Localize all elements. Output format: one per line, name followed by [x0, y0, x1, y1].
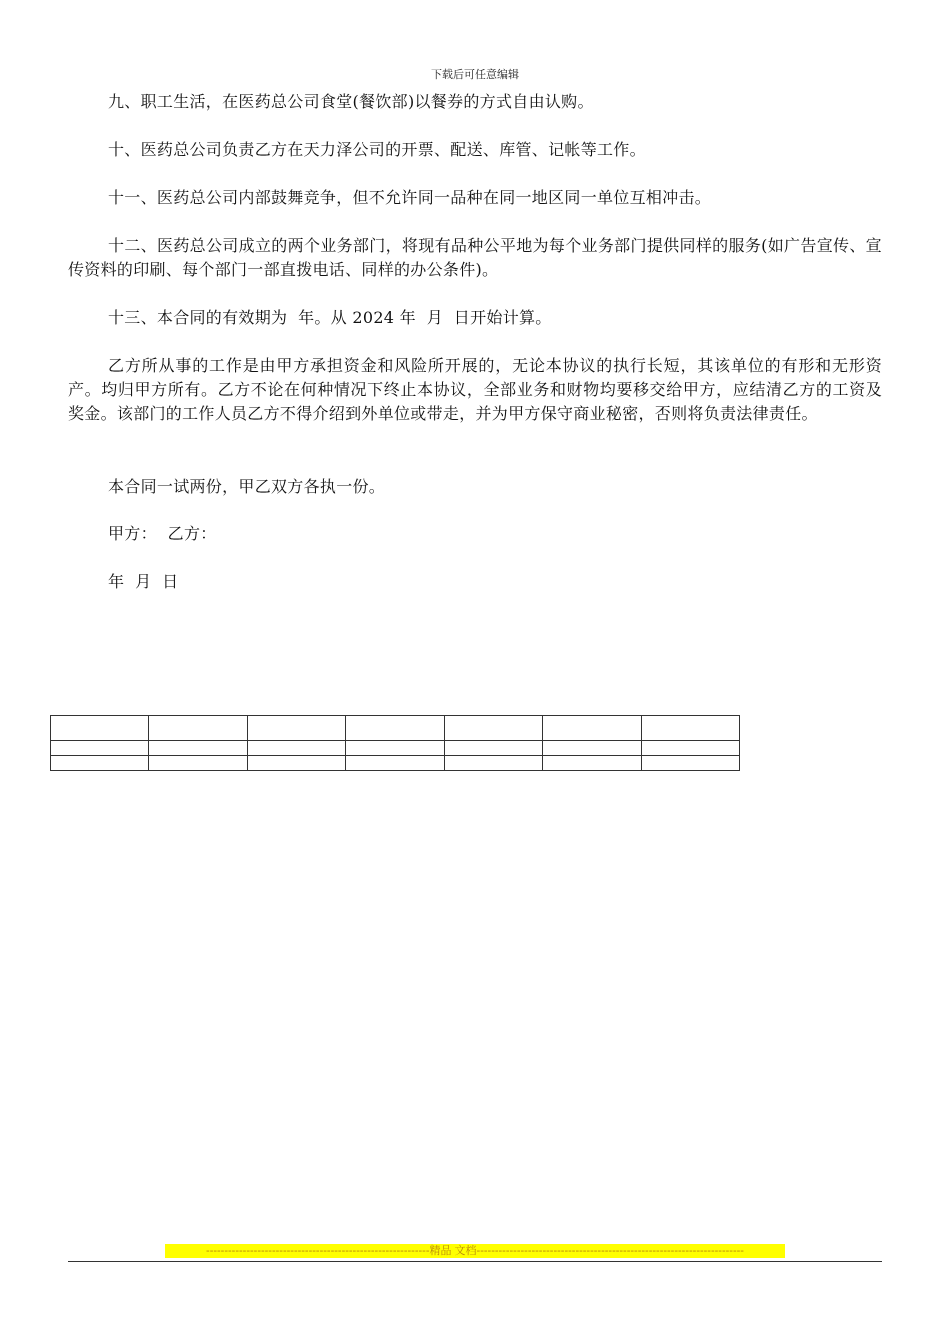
- table-cell: [641, 716, 739, 741]
- table-cell: [346, 756, 444, 771]
- assets-clause: 乙方所从事的工作是由甲方承担资金和风险所开展的，无论本协议的执行长短，其该单位的有形和无形资产。均归甲方所有。乙方不论在何种情况下终止本协议，全部业务和财物均要移交给甲方，应结清乙方的工资及奖金。该部门的工作人员乙方不得介绍到外单位或带走，并为甲方保守商业秘密，否则将负责法律责任。: [68, 356, 882, 423]
- table-cell: [51, 741, 149, 756]
- clause-11: 十一、医药总公司内部鼓舞竞争，但不允许同一品种在同一地区同一单位互相冲击。: [108, 188, 712, 207]
- table-cell: [51, 756, 149, 771]
- clause-10: 十、医药总公司负责乙方在天力泽公司的开票、配送、库管、记帐等工作。: [108, 140, 646, 159]
- table-cell: [444, 716, 542, 741]
- signature-date: 年 月 日: [108, 572, 179, 591]
- table-cell: [543, 756, 641, 771]
- table-cell: [641, 756, 739, 771]
- footer-watermark-bar: -------------------------------------------------------------精品 文档-------------------------------------------------------------------------: [165, 1244, 785, 1258]
- table-cell: [346, 716, 444, 741]
- clause-13: 十三、本合同的有效期为 年。从 2024 年 月 日开始计算。: [108, 308, 552, 327]
- copies-clause: 本合同一试两份，甲乙双方各执一份。: [108, 477, 386, 496]
- table-cell: [444, 756, 542, 771]
- clause-12: 十二、医药总公司成立的两个业务部门，将现有品种公平地为每个业务部门提供同样的服务(如广告宣传、宣传资料的印刷、每个部门一部直拨电话、同样的办公条件)。: [68, 236, 882, 279]
- table-cell: [444, 741, 542, 756]
- clause-9: 九、职工生活，在医药总公司食堂(餐饮部)以餐券的方式自由认购。: [108, 92, 594, 111]
- table-row: [51, 756, 740, 771]
- table-cell: [247, 741, 345, 756]
- table-cell: [641, 741, 739, 756]
- table-cell: [149, 756, 247, 771]
- table-cell: [543, 741, 641, 756]
- table-cell: [247, 756, 345, 771]
- table-row: [51, 716, 740, 741]
- header-note: 下载后可任意编辑: [431, 68, 519, 81]
- table-cell: [149, 741, 247, 756]
- table-cell: [346, 741, 444, 756]
- footer-divider: [68, 1261, 882, 1262]
- table-cell: [51, 716, 149, 741]
- table-row: [51, 741, 740, 756]
- table-cell: [149, 716, 247, 741]
- table-cell: [543, 716, 641, 741]
- blank-table: [50, 715, 740, 771]
- table-cell: [247, 716, 345, 741]
- signature-parties: 甲方： 乙方：: [108, 524, 217, 543]
